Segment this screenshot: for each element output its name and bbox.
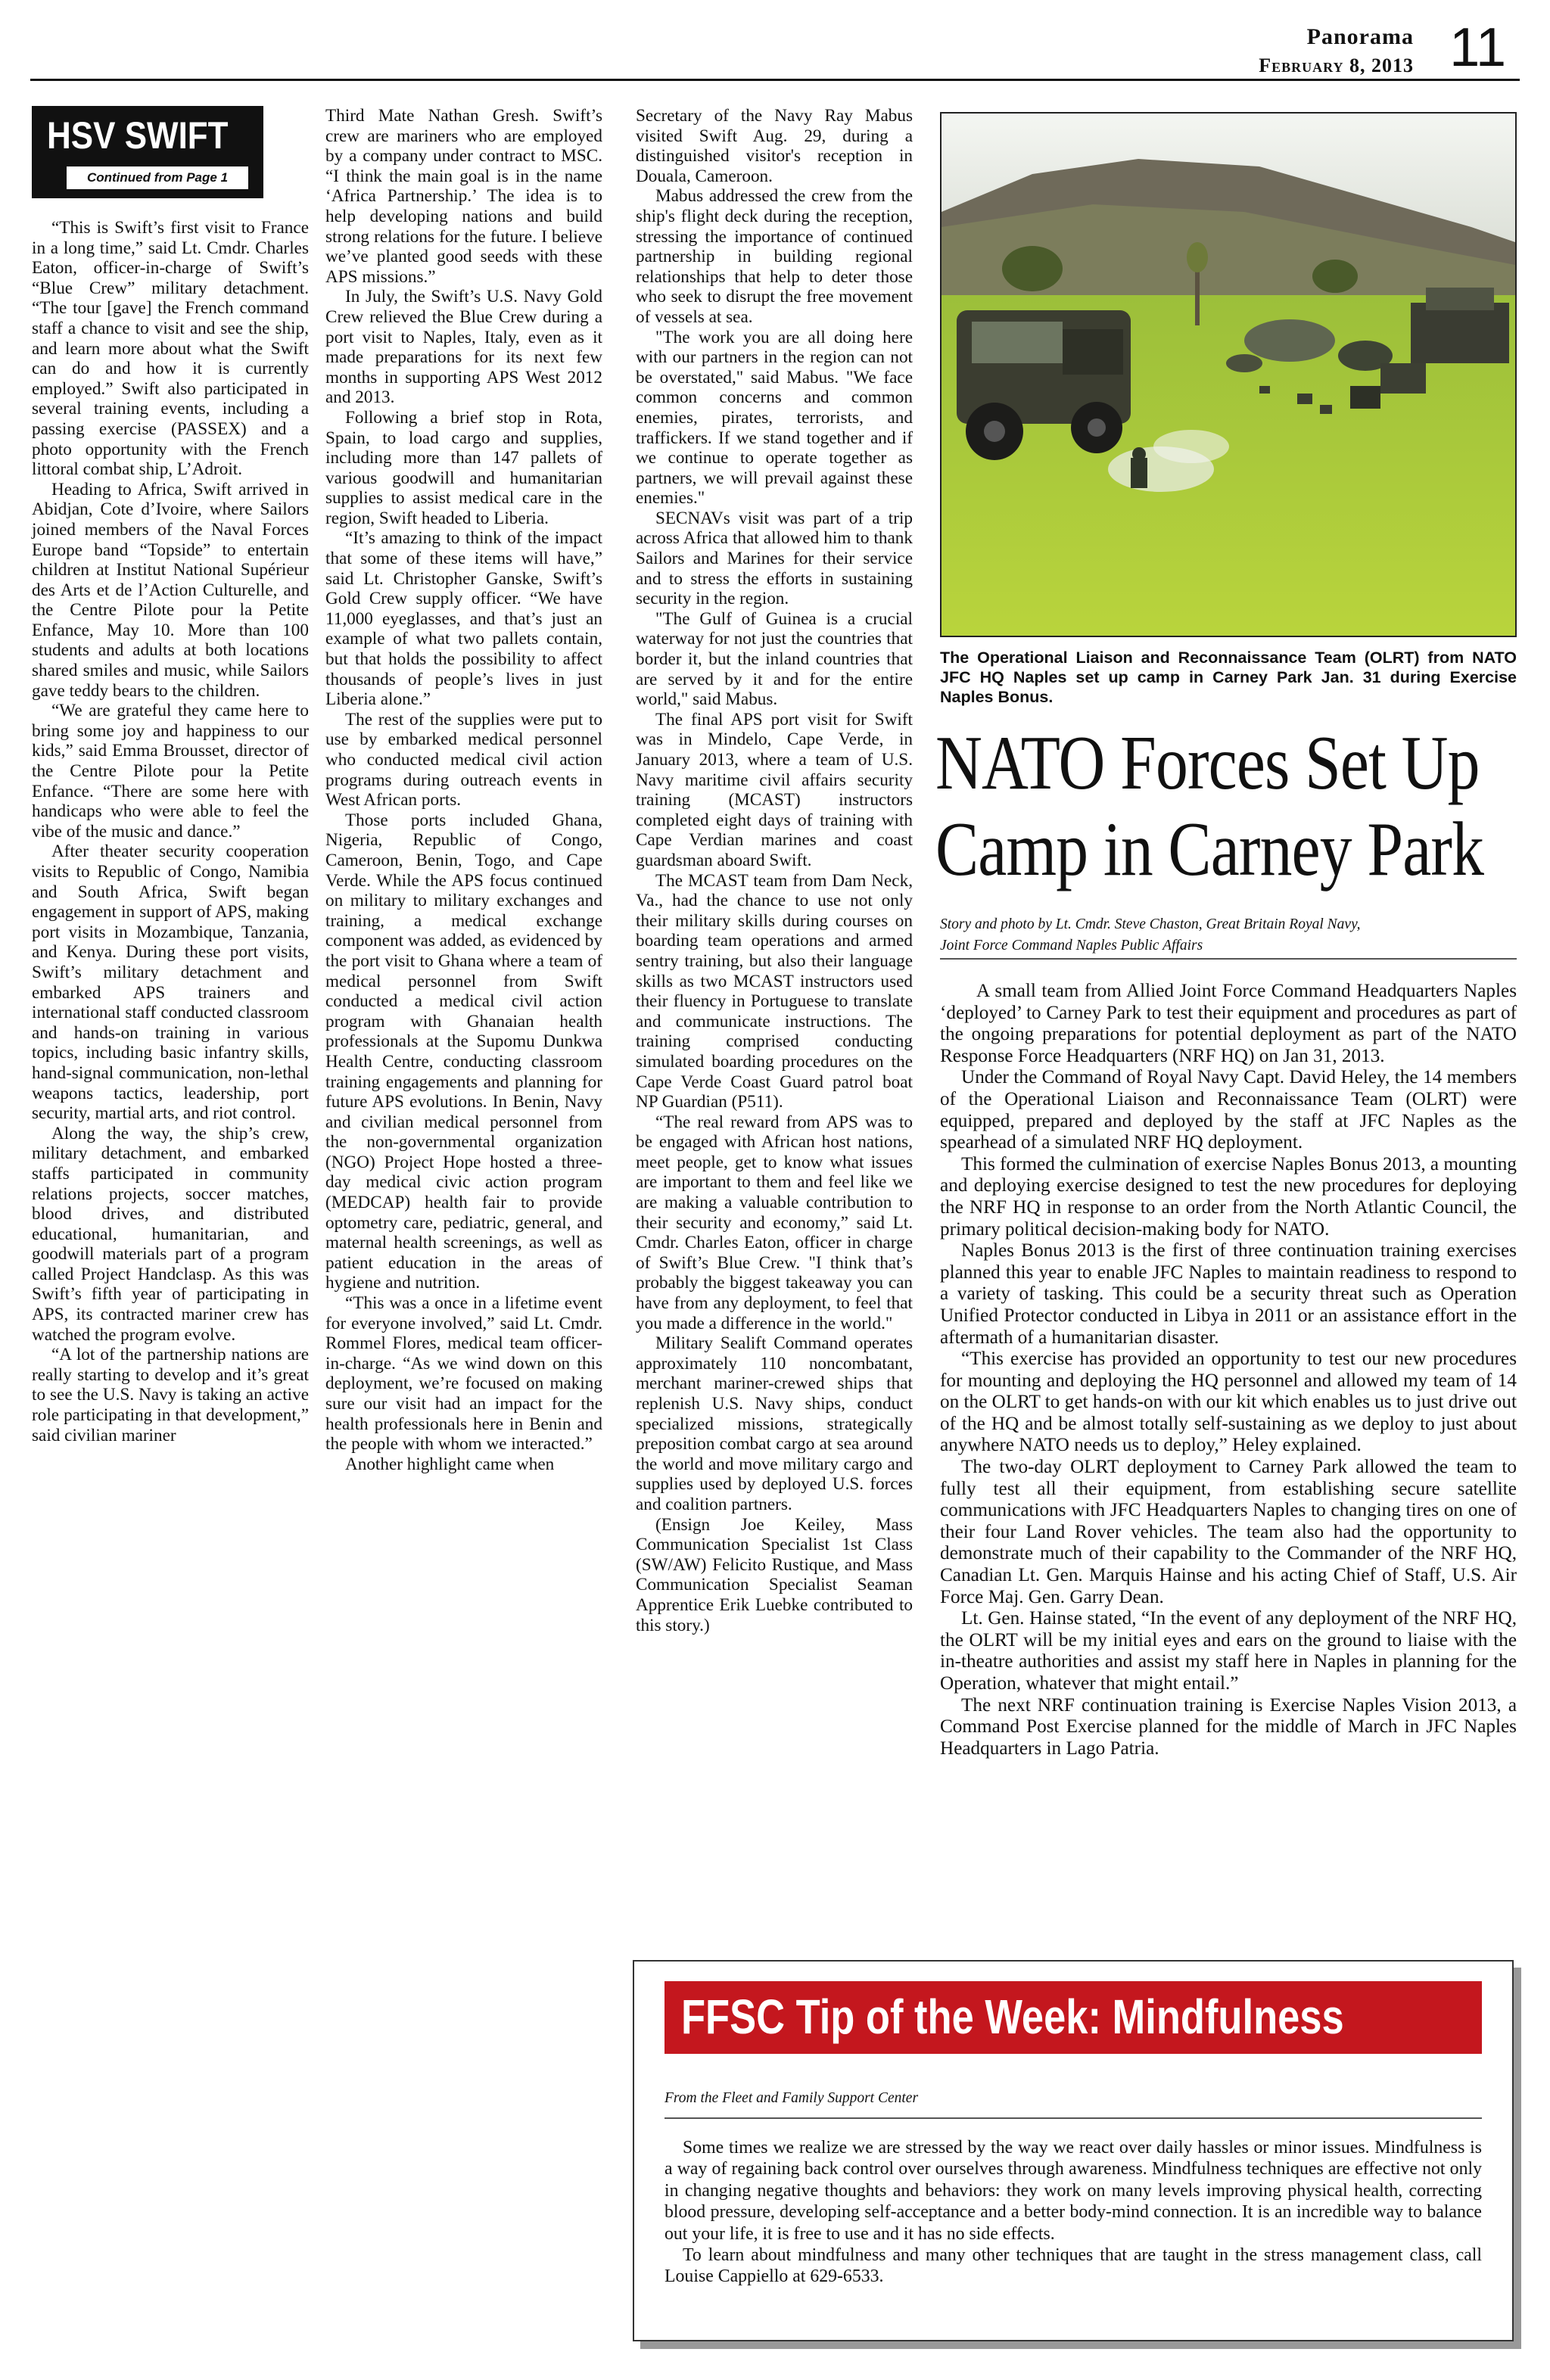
- article-column-2: [325, 106, 602, 1474]
- camp-photo-illustration: [942, 114, 1515, 636]
- ffsc-source: From the Fleet and Family Support Center: [665, 2090, 919, 2106]
- nato-byline: [940, 914, 1515, 957]
- paragraph: “We are grateful they came here to bring some joy and happiness to our kids,” said Emma Brousset, director of the Centre Pilote pour la Petite Enfance. “There are some here with handicaps who were able to feel the vibe of the music and dance.”: [32, 701, 309, 842]
- paragraph: Following a brief stop in Rota, Spain, to load cargo and supplies, including more than 147 pallets of various goodwill and humanitarian supplies to assist medical care in the region, Swift headed to Liberia.: [325, 407, 602, 528]
- camp-photo: [940, 112, 1517, 637]
- paragraph: "The work you are all doing here with our partners in the region can not be overstated," said Mabus. "We face common concerns and common enemies, pirates, terrorists, and traffickers. If we stand together and if we continue to operate together as partners, we will prevail against these enemies.": [636, 327, 913, 509]
- paragraph: Another highlight came when: [345, 1454, 555, 1474]
- paragraph: Along the way, the ship’s crew, military detachment, and embarked staffs participated in community relations projects, soccer matches, blood drives, and distributed educational, humanitarian, and goodwill materials part of a program called Project Handclasp. As this was Swift’s fifth year of participating in APS, its contracted mariner crew has watched the program evolve.: [32, 1123, 309, 1345]
- nato-headline: [935, 720, 1484, 893]
- headline-line-2: Camp in Carney Park: [935, 807, 1484, 892]
- paragraph: “This exercise has provided an opportunity to test our new procedures for mounting and deploying the HQ personnel and allowed my team of 14 on the OLRT to get hands-on with our kit which enables us to just drive out of the HQ and be almost totally self-sustaining as we deploy to just about anywhere NATO needs us to deploy,” Heley explained.: [940, 1349, 1517, 1456]
- publication-name: Panorama: [1306, 24, 1414, 49]
- byline-rule: [940, 958, 1517, 960]
- continued-label: Continued from Page 1: [67, 166, 248, 189]
- paragraph: “A lot of the partnership nations are really starting to develop and it’s great to see the U.S. Navy is taking an active role participating in that development,” said civilian mariner: [32, 1345, 309, 1445]
- ffsc-body: [665, 2137, 1482, 2288]
- paragraph: The next NRF continuation training is Exercise Naples Vision 2013, a Command Post Exercise planned for the middle of March in JFC Naples Headquarters in Lago Patria.: [940, 1694, 1517, 1759]
- masthead-rule: [30, 79, 1520, 81]
- paragraph: Heading to Africa, Swift arrived in Abidjan, Cote d’Ivoire, where Sailors joined members of the Naval Forces Europe band “Topside” to entertain children at Institut National Supérieur des Arts et de l’Action Culturelle, and the Centre Pilote pour la Petite Enfance, May 10. More than 100 students and adults at both locations shared smiles and music, while Sailors gave teddy bears to the children.: [32, 479, 309, 701]
- ffsc-rule: [665, 2117, 1482, 2119]
- paragraph: The two-day OLRT deployment to Carney Park allowed the team to fully test all their equipment, from establishing secure satellite communications with JFC Headquarters Naples to changing tires on one of their four Land Rover vehicles. The team also had the opportunity to demonstrate much of their capability to the Commander of the NRF HQ, Canadian Lt. Gen. Marquis Hainse and his acting Chief of Staff, U.S. Air Force Maj. Gen. Garry Dean.: [940, 1457, 1517, 1607]
- kicker-title: HSV SWIFT: [47, 114, 229, 157]
- article-column-1: [32, 106, 309, 1445]
- paragraph: Some times we realize we are stressed by the way we react over daily hassles or minor issues. Mindfulness is a way of regaining back control over ourselves through awareness. Mindfulness techniques are effective not only in changing negative thoughts and behaviors: they work on many levels improving physical health, correcting blood pressure, developing self-acceptance and a better body-mind connection. It is an incredible way to balance out your life, it is free to use and it has no side effects.: [665, 2138, 1482, 2244]
- paragraph: To learn about mindfulness and many other techniques that are taught in the stress management class, call Louise Cappiello at 629-6533.: [665, 2245, 1482, 2287]
- paragraph: The MCAST team from Dam Neck, Va., had the chance to use not only their military skills during courses on boarding team operations and armed sentry training, but also their language skills as two MCAST instructors used their fluency in Portuguese to translate and communicate instructions. The training comprised conducting simulated boarding procedures on the Cape Verde Coast Guard patrol boat NP Guardian (P511).: [636, 870, 913, 1112]
- paragraph: Under the Command of Royal Navy Capt. David Heley, the 14 members of the Operational Liaison and Reconnaissance Team (OLRT) were equipped, prepared and deployed by the staff at JFC Naples as the spearhead of a simulated NRF HQ deployment.: [940, 1067, 1517, 1153]
- issue-date: February 8, 2013: [1259, 54, 1414, 76]
- paragraph: “The real reward from APS was to be engaged with African host nations, meet people, get to know what issues are important to them and feel like we are making a valuable contribution to their security and economy,” said Lt. Cmdr. Charles Eaton, officer in charge of Swift’s Blue Crew. "I think that’s probably the biggest takeaway you can have from any deployment, to feel that you made a difference in the world.": [636, 1112, 913, 1333]
- paragraph: Naples Bonus 2013 is the first of three continuation training exercises planned this year to enable JFC Naples to maintain readiness to respond to a variety of tasking. This could be a security threat such as Operation Unified Protector conducted in Libya in 2011 or an assistance effort in the aftermath of a humanitarian disaster.: [940, 1240, 1517, 1348]
- paragraph: “This is Swift’s first visit to France in a long time,” said Lt. Cmdr. Charles Eaton, officer-in-charge of Swift’s “Blue Crew” military detachment. “The tour [gave] the French command staff a chance to visit and see the ship, and learn more about what the Swift can do and how it is currently employed.” Swift also participated in several training events, including a passing exercise (PASSEX) and a photo opportunity with the French littoral combat ship, L’Adroit.: [32, 218, 309, 480]
- photo-caption: The Operational Liaison and Reconnaissance Team (OLRT) from NATO JFC HQ Naples set up camp in Carney Park Jan. 31 during Exercise Naples Bonus.: [940, 649, 1517, 706]
- paragraph: A small team from Allied Joint Force Command Headquarters Naples ‘deployed’ to Carney Park to test their equipment and procedures as part of the ongoing preparations for potential deployment as part of the NATO Response Force Headquarters (NRF HQ) on Jan 31, 2013.: [940, 981, 1517, 1066]
- ffsc-tip-box: [633, 1960, 1514, 2341]
- paragraph: The final APS port visit for Swift was in Mindelo, Cape Verde, in January 2013, where a team of U.S. Navy maritime civil affairs security training (MCAST) instructors completed eight days of training with Cape Verdian marines and coast guardsman aboard Swift.: [636, 709, 913, 870]
- paragraph: In July, the Swift’s U.S. Navy Gold Crew relieved the Blue Crew during a port visit to Naples, Italy, even as it made preparations for its next few months in supporting APS West 2012 and 2013.: [325, 287, 602, 408]
- paragraph: “This was a once in a lifetime event for everyone involved,” said Lt. Cmdr. Rommel Flores, medical team officer-in-charge. “As we wind down on this deployment, we’re focused on making sure our visit had an impact for the health professionals here in Benin and the people with whom we interacted.”: [325, 1293, 602, 1454]
- paragraph: Lt. Gen. Hainse stated, “In the event of any deployment of the NRF HQ, the OLRT will be my initial eyes and ears on the ground to liaise with the in-theatre authorities and assist my staff here in Naples in planning for the Operation, whatever that might entail.”: [940, 1608, 1517, 1694]
- byline-line-2: Joint Force Command Naples Public Affairs: [940, 938, 1203, 954]
- paragraph: Third Mate Nathan Gresh. Swift’s crew are mariners who are employed by a company under contract to MSC. “I think the main goal is in the name ‘Africa Partnership.’ The idea is to help developing nations and build strong relations for the future. I believe we’ve planted good seeds with these APS missions.”: [325, 106, 602, 287]
- paragraph: Secretary of the Navy Ray Mabus visited Swift Aug. 29, during a distinguished visitor's reception in Douala, Cameroon.: [636, 106, 913, 186]
- nato-article-body: [940, 981, 1517, 1759]
- paragraph: This formed the culmination of exercise Naples Bonus 2013, a mounting and deploying exercise designed to test the new procedures for deploying the NRF HQ in response to an order from the North Atlantic Council, the primary political decision-making body for NATO.: [940, 1153, 1517, 1240]
- headline-line-1: NATO Forces Set Up: [935, 720, 1480, 806]
- article-column-3: [636, 106, 913, 1635]
- paragraph: After theater security cooperation visits to Republic of Congo, Namibia and South Africa, Swift began engagement in support of APS, making port visits in Mozambique, Tanzania, and Kenya. During these port visits, Swift’s military detachment and embarked APS trainers and international staff conducted classroom and hands-on training in various topics, including basic infantry skills, hand-signal communication, non-lethal weapons tactics, leadership, port security, martial arts, and riot control.: [32, 842, 309, 1124]
- paragraph: “It’s amazing to think of the impact that some of these items will have,” said Lt. Christopher Ganske, Swift’s Gold Crew supply officer. “We have 11,000 eyeglasses, and that’s just an example of what two pallets contain, but that holds the possibility to affect thousands of people’s lives in just Liberia alone.”: [325, 528, 602, 710]
- ffsc-banner: [665, 1981, 1482, 2054]
- paragraph: The rest of the supplies were put to use by embarked medical personnel who conducted medical civil action programs during outreach events in West African ports.: [325, 709, 602, 810]
- paragraph: (Ensign Joe Keiley, Mass Communication Specialist 1st Class (SW/AW) Felicito Rustique, and Mass Communication Specialist Seaman Apprentice Erik Luebke contributed to this story.): [636, 1514, 913, 1635]
- paragraph: "The Gulf of Guinea is a crucial waterway for not just the countries that border it, but the inland countries that are served by it and for the entire world," said Mabus.: [636, 608, 913, 710]
- byline-line-1: Story and photo by Lt. Cmdr. Steve Chaston, Great Britain Royal Navy,: [940, 916, 1361, 932]
- paragraph: SECNAVs visit was part of a trip across Africa that allowed him to thank Sailors and Marines for their service and to stress the efforts in sustaining security in the region.: [636, 508, 913, 609]
- masthead: [30, 17, 1520, 82]
- ffsc-title: FFSC Tip of the Week: Mindfulness: [681, 1990, 1344, 2044]
- page-number: 11: [1449, 17, 1506, 78]
- paragraph: Mabus addressed the crew from the ship's flight deck during the reception, stressing the importance of continued partnership in building regional relationships that help to deter those who seek to disrupt the free movement of vessels at sea.: [636, 186, 913, 327]
- paragraph: Those ports included Ghana, Nigeria, Republic of Congo, Cameroon, Benin, Togo, and Cape Verde. While the APS focus continued on military to military exchanges and training, a medical exchange component was added, as evidenced by the port visit to Ghana where a team of medical personnel from Swift conducted a medical civil action program with Ghanaian health professionals at the Supomu Dunkwa Health Centre, conducting classroom training engagements and planning for future APS evolutions. In Benin, Navy and civilian medical personnel from the non-governmental organization (NGO) Project Hope hosted a three-day medical civic action program (MEDCAP) health fair to provide optometry care, pediatric, general, and maternal health screenings, as well as patient education in the areas of hygiene and nutrition.: [325, 810, 602, 1293]
- paragraph: Military Sealift Command operates approximately 110 noncombatant, merchant mariner-crewed ships that replenish U.S. Navy ships, conduct specialized missions, strategically preposition combat cargo at sea around the world and move military cargo and supplies used by deployed U.S. forces and coalition partners.: [636, 1333, 913, 1514]
